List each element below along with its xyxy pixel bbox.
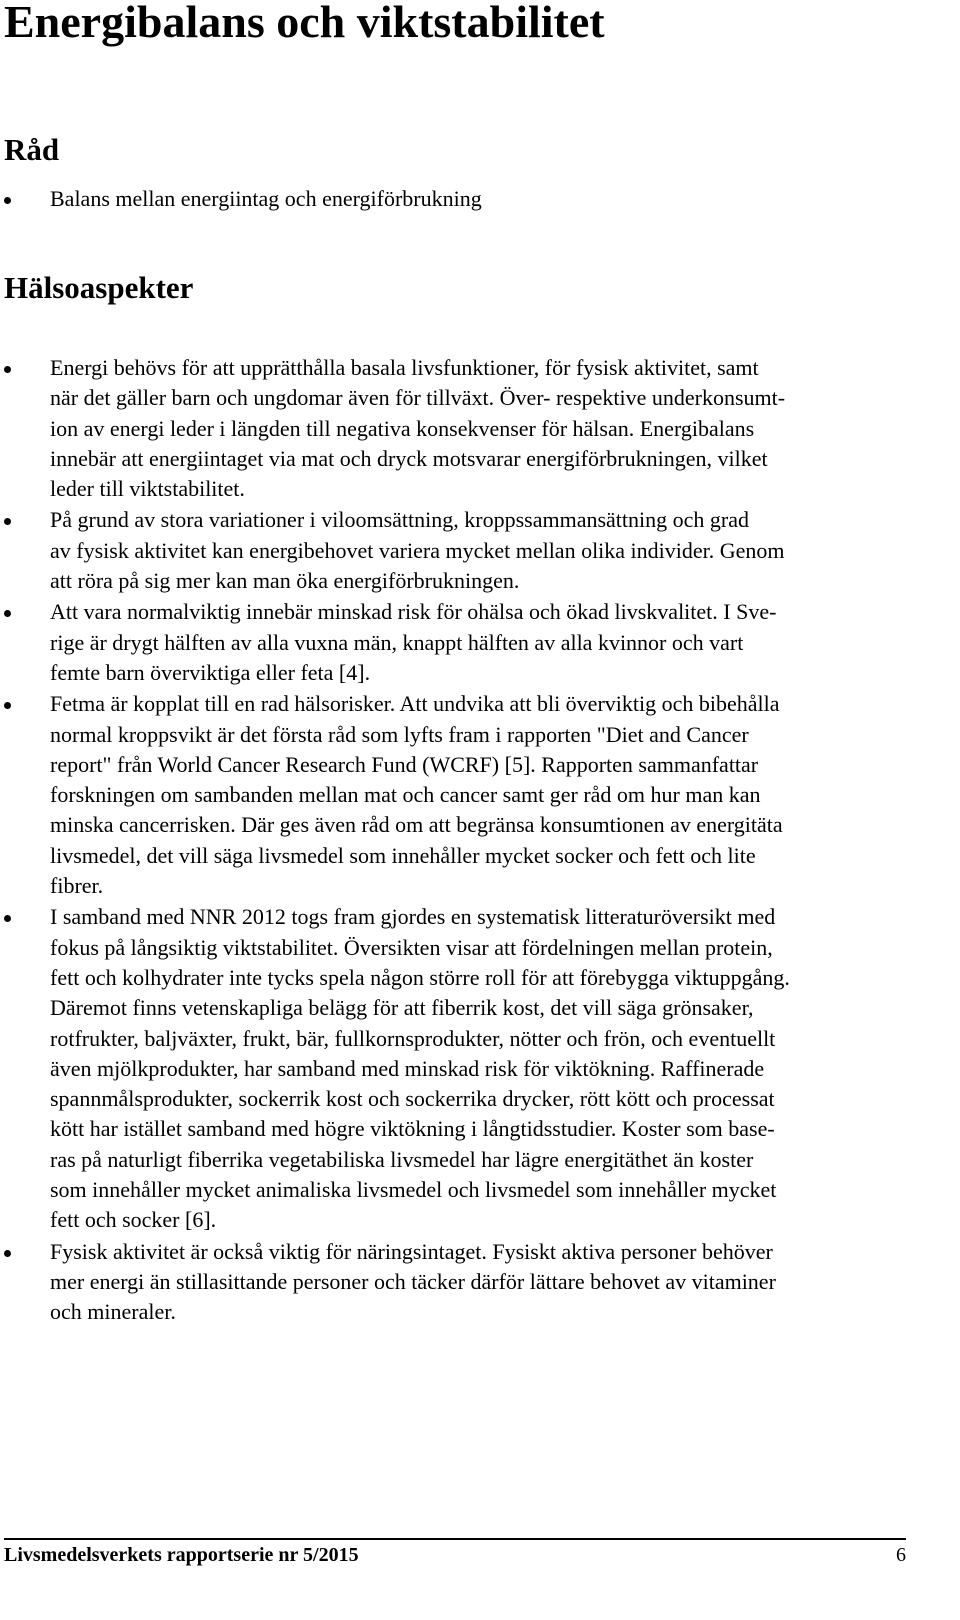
text-line: och mineraler. (50, 1299, 176, 1325)
bullet-icon (4, 1250, 11, 1257)
bullet-icon (4, 518, 11, 525)
text-line: minska cancerrisken. Där ges även råd om att begränsa konsumtionen av energitäta (50, 812, 783, 838)
section-heading-rad: Råd (4, 132, 60, 167)
text-line: Balans mellan energiintag och energiförbrukning (50, 186, 482, 211)
list-item (4, 184, 934, 214)
section-heading-halsoaspekter: Hälsoaspekter (4, 270, 194, 305)
list-item (4, 505, 934, 596)
text-line: Energi behövs för att upprätthålla basala livsfunktioner, för fysisk aktivitet, samt (50, 355, 759, 380)
bullet-icon (4, 610, 11, 617)
report-series: Livsmedelsverkets rapportserie nr 5/2015 (4, 1544, 359, 1566)
text-line: Fysisk aktivitet är också viktig för näringsintaget. Fysiskt aktiva personer behöver (50, 1238, 773, 1264)
text-line: forskningen om sambanden mellan mat och cancer samt ger råd om hur man kan (50, 782, 761, 808)
bullet-icon (4, 366, 11, 373)
advice-list (4, 184, 934, 215)
bullet-icon (4, 915, 11, 922)
text-line: som innehåller mycket animaliska livsmedel och livsmedel som innehåller mycket (50, 1177, 777, 1203)
bullet-icon (4, 702, 11, 709)
text-line: Fetma är kopplat till en rad hälsorisker. Att undvika att bli överviktig och bibehålla (50, 691, 780, 717)
text-line: På grund av stora variationer i viloomsättning, kroppssammansättning och grad (50, 507, 749, 533)
page-number: 6 (896, 1544, 906, 1566)
text-line: när det gäller barn och ungdomar även för tillväxt. Över- respektive underkonsumt- (50, 385, 786, 411)
list-item (4, 353, 934, 504)
text-line: Däremot finns vetenskapliga belägg för att fiberrik kost, det vill säga grönsaker, (50, 995, 754, 1021)
text-line: Att vara normalviktig innebär minskad risk för ohälsa och ökad livskvalitet. I Sve- (50, 599, 777, 625)
list-item (4, 902, 934, 1235)
bullet-icon (4, 197, 11, 204)
text-line: av fysisk aktivitet kan energibehovet variera mycket mellan olika individer. Genom (50, 537, 785, 563)
text-line: även mjölkprodukter, har samband med minskad risk för viktökning. Raffinerade (50, 1055, 765, 1081)
text-line: report" från World Cancer Research Fund (WCRF) [5]. Rapporten sammanfattar (50, 751, 759, 777)
page-footer (4, 1538, 906, 1572)
text-line: ion av energi leder i längden till negativa konsekvenser för hälsan. Energibalans (50, 415, 755, 441)
text-line: rotfrukter, baljväxter, frukt, bär, fullkornsprodukter, nötter och frön, och eventuellt (50, 1025, 776, 1051)
text-line: rige är drygt hälften av alla vuxna män, knappt hälften av alla kvinnor och vart (50, 629, 744, 655)
text-line: normal kroppsvikt är det första råd som lyfts fram i rapporten "Diet and Cancer (50, 721, 749, 747)
health-aspects-list (4, 353, 934, 1329)
text-line: fett och kolhydrater inte tycks spela någon större roll för att förebygga viktuppgång. (50, 964, 790, 990)
text-line: livsmedel, det vill säga livsmedel som innehåller mycket socker och fett och lite (50, 842, 756, 868)
text-line: att röra på sig mer kan man öka energiförbrukningen. (50, 568, 520, 594)
text-line: innebär att energiintaget via mat och dryck motsvarar energiförbrukningen, vilket (50, 445, 768, 471)
text-line: mer energi än stillasittande personer och täcker därför lättare behovet av vitaminer (50, 1268, 776, 1294)
text-line: kött har istället samband med högre viktökning i långtidsstudier. Koster som base- (50, 1116, 775, 1142)
page-title: Energibalans och viktstabilitet (4, 0, 605, 47)
list-item (4, 597, 934, 688)
text-line: fibrer. (50, 873, 104, 899)
list-item (4, 689, 934, 901)
text-line: ras på naturligt fiberrika vegetabiliska livsmedel har lägre energitäthet än koster (50, 1146, 754, 1172)
footer-divider (4, 1538, 906, 1540)
list-item (4, 1237, 934, 1328)
text-line: spannmålsprodukter, sockerrik kost och sockerrika drycker, rött kött och processat (50, 1086, 775, 1112)
text-line: femte barn överviktiga eller feta [4]. (50, 659, 371, 685)
text-line: I samband med NNR 2012 togs fram gjordes en systematisk litteraturöversikt med (50, 904, 776, 930)
text-line: fett och socker [6]. (50, 1207, 217, 1233)
text-line: leder till viktstabilitet. (50, 476, 245, 502)
text-line: fokus på långsiktig viktstabilitet. Översikten visar att fördelningen mellan protein, (50, 934, 773, 960)
